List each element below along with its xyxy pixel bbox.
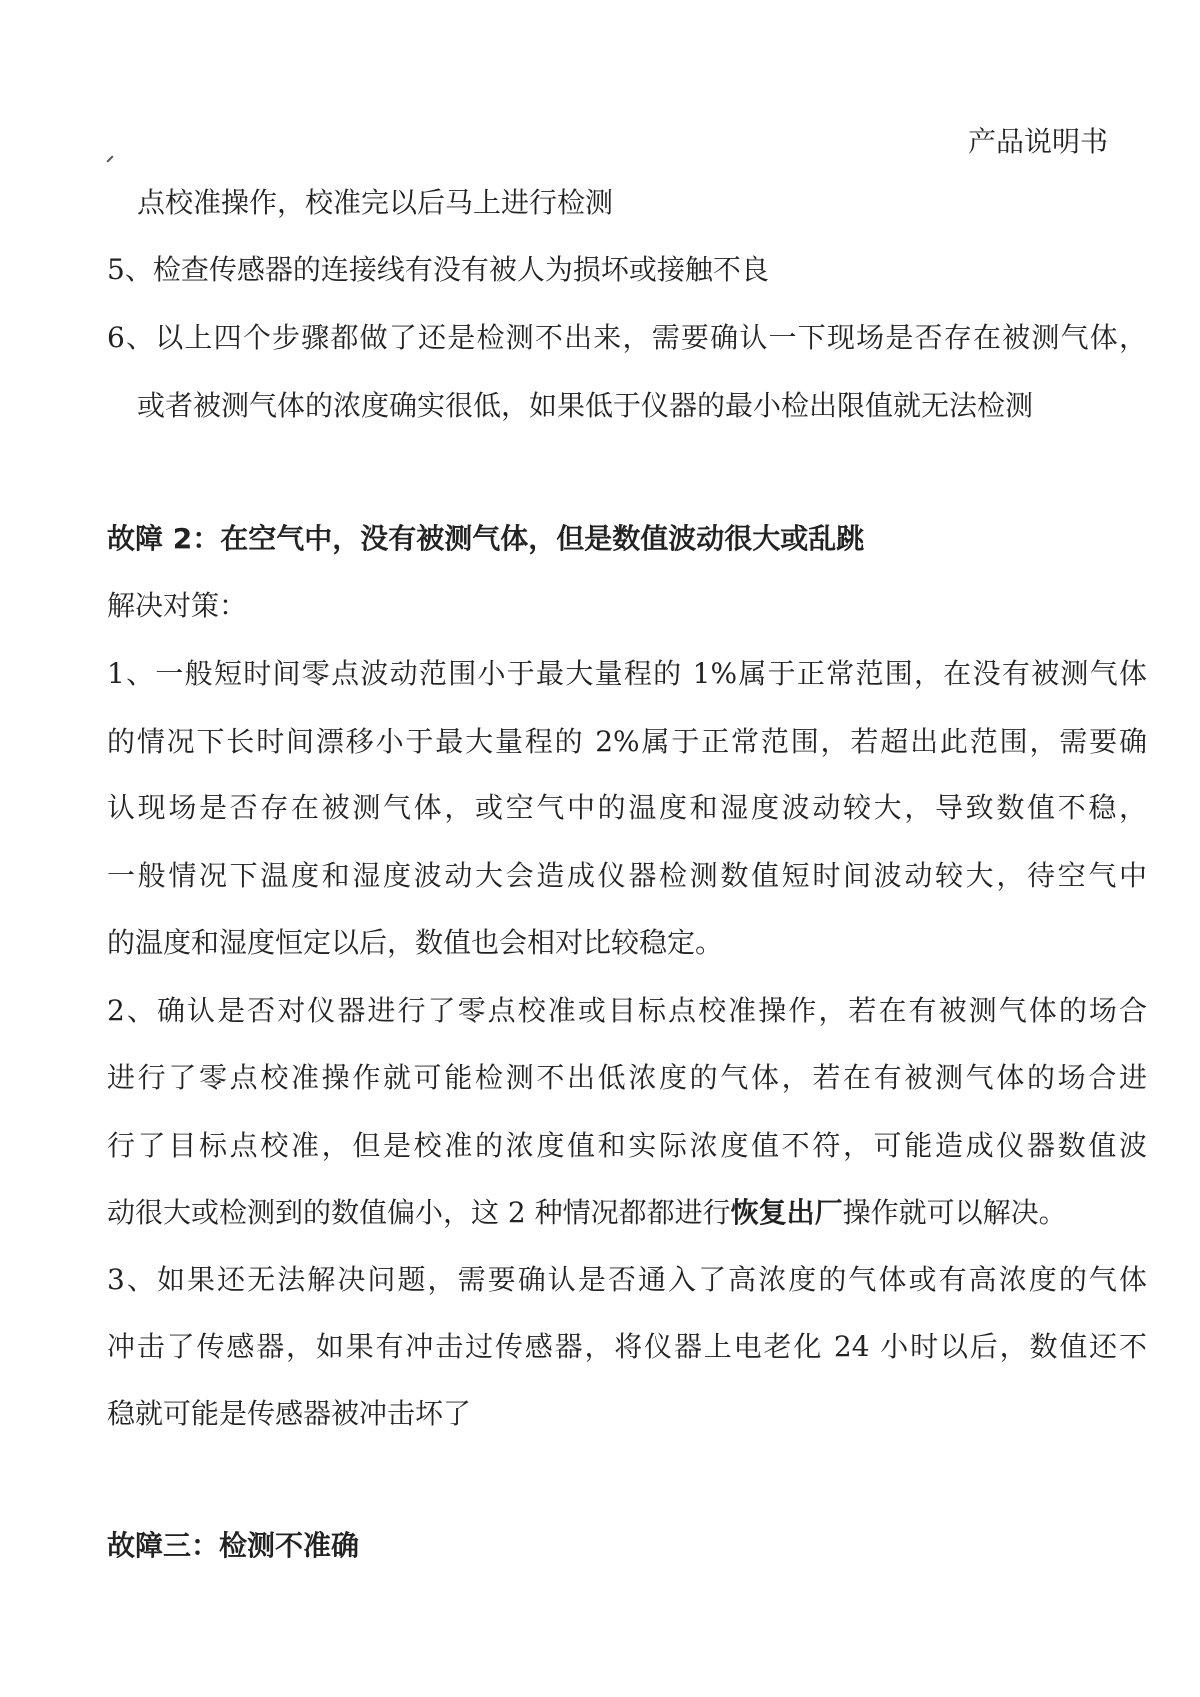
text: 动很大或检测到的数值偏小，这 2 种情况都都进行 [107, 1196, 731, 1229]
item2-line: 2、确认是否对仪器进行了零点校准或目标点校准操作，若在有被测气体的场合 [107, 994, 1147, 1027]
fault2-heading: 故障 2：在空气中，没有被测气体，但是数值波动很大或乱跳 [107, 522, 865, 555]
fault3-heading: 故障三：检测不准确 [107, 1529, 360, 1562]
header-title: 产品说明书 [968, 125, 1109, 158]
paragraph-line: 点校准操作，校准完以后马上进行检测 [137, 186, 614, 219]
item3-line: 3、如果还无法解决问题，需要确认是否通入了高浓度的气体或有高浓度的气体 [107, 1263, 1147, 1296]
text: 操作就可以解决。 [842, 1196, 1067, 1229]
item2-line: 进行了零点校准操作就可能检测不出低浓度的气体，若在有被测气体的场合进 [107, 1061, 1147, 1094]
item3-line: 冲击了传感器，如果有冲击过传感器，将仪器上电老化 24 小时以后，数值还不 [107, 1330, 1147, 1363]
item1-line: 1、一般短时间零点波动范围小于最大量程的 1%属于正常范围，在没有被测气体 [107, 657, 1147, 690]
item1-line: 的情况下长时间漂移小于最大量程的 2%属于正常范围，若超出此范围，需要确 [107, 725, 1147, 758]
solution-label: 解决对策： [107, 589, 248, 622]
list-item-5: 5、检查传感器的连接线有没有被人为损坏或接触不良 [107, 253, 769, 286]
item1-line: 一般情况下温度和湿度波动大会造成仪器检测数值短时间波动较大，待空气中 [107, 859, 1147, 892]
list-item-6-cont: 或者被测气体的浓度确实很低，如果低于仪器的最小检出限值就无法检测 [137, 389, 1034, 422]
bold-text: 恢复出厂 [730, 1196, 843, 1229]
item1-line: 认现场是否存在被测气体，或空气中的温度和湿度波动较大，导致数值不稳， [107, 791, 1147, 824]
item3-line: 稳就可能是传感器被冲击坏了 [107, 1397, 472, 1430]
pencil-mark-icon [106, 155, 113, 162]
item2-line-last [107, 1196, 1067, 1230]
list-item-6: 6、以上四个步骤都做了还是检测不出来，需要确认一下现场是否存在被测气体， [107, 321, 1147, 354]
item1-line: 的温度和湿度恒定以后，数值也会相对比较稳定。 [107, 926, 724, 959]
item2-line: 行了目标点校准，但是校准的浓度值和实际浓度值不符，可能造成仪器数值波 [107, 1129, 1147, 1162]
